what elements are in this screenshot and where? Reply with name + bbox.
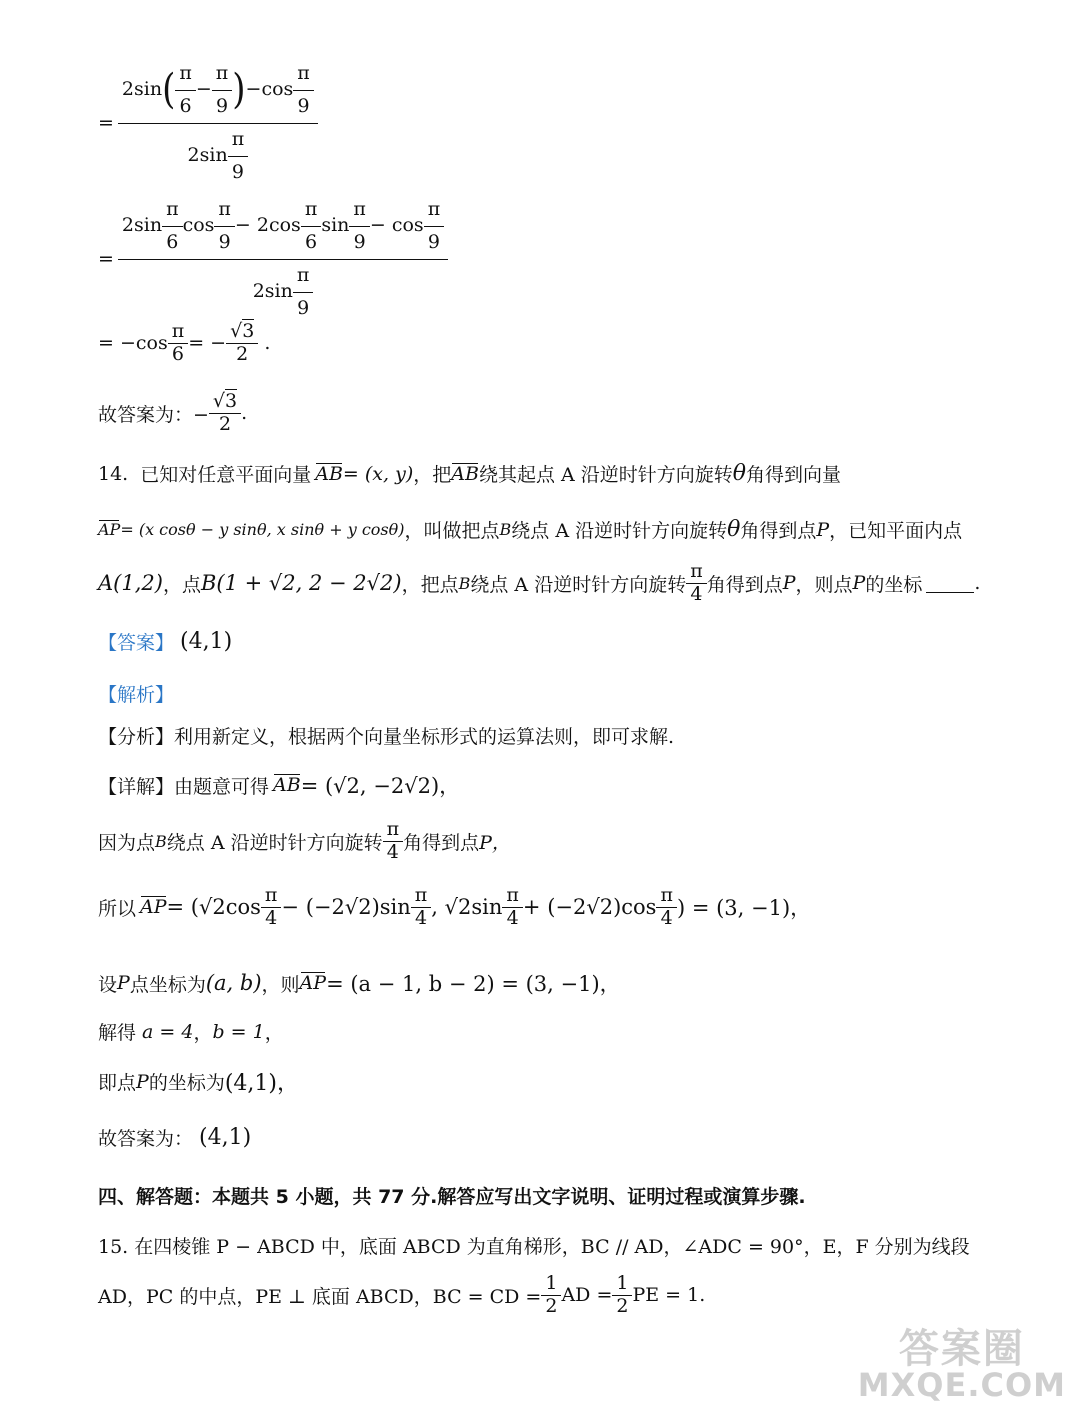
q14-math: P — [782, 572, 796, 595]
denominator: 9 — [293, 90, 314, 117]
numerator: 1 — [545, 1272, 558, 1294]
vector-ab: AB — [273, 774, 301, 796]
minus: − — [195, 78, 212, 101]
pi: π — [166, 198, 179, 220]
pi: π — [231, 127, 245, 150]
q14-math: P — [852, 572, 866, 595]
fraction — [211, 392, 239, 435]
equals-sign: = — [98, 112, 114, 135]
detail-text: 设 — [98, 973, 118, 996]
detail-math: P， — [479, 831, 511, 854]
q14-text: 的坐标 — [865, 573, 923, 596]
detail-math: = (√2, −2√2)， — [300, 774, 461, 798]
math-text: −cos — [245, 78, 294, 101]
q15-line-1 — [98, 1232, 970, 1259]
detail-math: a = 4 — [142, 1020, 194, 1043]
q14-text: ，则点 — [795, 573, 853, 596]
fraction — [216, 200, 233, 253]
math-text: 2sin — [121, 78, 163, 101]
section-heading — [98, 1182, 806, 1209]
fraction — [543, 1274, 559, 1317]
period: . — [258, 332, 271, 355]
detail-text: 因为点 — [98, 831, 156, 854]
period: . — [241, 402, 248, 425]
pi: π — [264, 884, 278, 906]
fraction — [120, 64, 316, 183]
denominator: 2 — [541, 1295, 561, 1317]
denominator: 9 — [424, 226, 445, 253]
detail-text: 解得 — [98, 1022, 137, 1044]
q15-text: AD，PC 的中点，PE ⊥ 底面 ABCD，BC = CD = — [98, 1285, 542, 1308]
q14-math: A(1,2) — [98, 571, 163, 596]
detail-text: 【详解】由题意可得 — [98, 775, 270, 798]
analysis-text: 【分析】利用新定义，根据两个向量坐标形式的运算法则，即可求解. — [98, 726, 675, 748]
q14-text: ，点 — [162, 573, 201, 596]
fraction — [228, 322, 256, 365]
math-text: 2sin — [121, 214, 163, 237]
detail-text: ， — [264, 1022, 284, 1044]
numerator: 1 — [616, 1272, 629, 1294]
q14-math: = (x, y) — [342, 462, 414, 485]
detail-text: 的坐标为 — [148, 1072, 225, 1094]
vector-ab: AB — [315, 462, 343, 485]
q14-math: B — [458, 573, 471, 593]
answer-text: 故答案为：− — [98, 403, 209, 426]
q14-text: 角得到点 — [740, 520, 817, 542]
detail-text: 即点 — [98, 1072, 137, 1094]
denominator: 4 — [502, 907, 523, 929]
vector-ab: AB — [451, 462, 479, 485]
paren: ( — [162, 66, 176, 115]
pi: π — [660, 884, 673, 906]
answer-line — [98, 392, 247, 435]
detail-math: , √2sin — [431, 895, 503, 920]
gu-row — [98, 1124, 251, 1151]
equation-step-1 — [98, 64, 318, 183]
q14-text: ，把点 — [401, 573, 459, 596]
fraction — [295, 64, 312, 117]
fraction — [214, 64, 231, 117]
period: . — [974, 572, 981, 595]
fraction — [658, 886, 675, 929]
pi: π — [179, 62, 192, 84]
analysis-tag: 【解析】 — [98, 684, 175, 706]
pi: π — [297, 62, 310, 84]
fraction — [351, 200, 368, 253]
theta: θ — [732, 461, 747, 486]
q15-line-2 — [98, 1274, 705, 1317]
q14-text: ，叫做把点 — [404, 520, 500, 542]
sqrt3: √3 — [212, 390, 238, 412]
math-text: = −cos — [98, 332, 168, 355]
fraction — [177, 64, 194, 117]
watermark-cn: 答案圈 — [898, 1326, 1025, 1372]
fraction — [385, 820, 402, 863]
detail-math: ) = (3, −1)， — [676, 896, 812, 921]
q14-math: B(1 + √2, 2 − 2√2) — [200, 571, 402, 596]
q14-text: 已知对任意平面向量 — [140, 464, 312, 486]
detail-text: 所以 — [98, 897, 137, 920]
fraction — [413, 886, 430, 929]
answer-tag: 【答案】 — [98, 632, 175, 654]
q14-text: 绕其起点 A 沿逆时针方向旋转 — [478, 464, 733, 486]
denominator: 4 — [383, 841, 404, 863]
suoyi-row — [98, 886, 811, 929]
q14-text: 绕点 A 沿逆时针方向旋转 — [511, 520, 728, 542]
denominator: 4 — [686, 583, 707, 605]
jiede-row — [98, 1018, 284, 1045]
fenxi-row — [98, 722, 674, 749]
math-text: 2sin — [187, 144, 228, 167]
q14-line-2 — [98, 516, 962, 543]
denominator: 2 — [209, 413, 241, 435]
answer-row — [98, 628, 232, 655]
detail-text: 绕点 A 沿逆时针方向旋转 — [166, 831, 383, 854]
q14-math: B — [499, 520, 512, 539]
denominator: 9 — [228, 156, 249, 183]
answer-blank — [926, 573, 974, 593]
watermark-logo — [857, 1326, 1066, 1404]
q14-math: = (x cosθ − y sinθ, x sinθ + y cosθ) — [120, 520, 405, 539]
detail-math: + (−2√2)cos — [522, 895, 657, 920]
q14-math: P — [816, 518, 830, 541]
fraction — [614, 1274, 630, 1317]
detail-math: − (−2√2)sin — [281, 895, 411, 920]
fraction — [170, 322, 187, 365]
equation-step-2 — [98, 200, 448, 319]
q14-text: 角得到点 — [706, 573, 783, 596]
detail-text: ， — [193, 1022, 213, 1044]
detail-math: = (a − 1, b − 2) = (3, −1)， — [326, 972, 621, 996]
detail-text: 角得到点 — [403, 831, 480, 854]
fraction — [263, 886, 280, 929]
fraction — [504, 886, 521, 929]
denominator: 4 — [656, 907, 677, 929]
detail-text: ，则 — [261, 973, 300, 996]
denominator: 6 — [301, 226, 322, 253]
equals-sign: = — [98, 248, 114, 271]
pi: π — [690, 560, 703, 582]
radicand: 3 — [242, 320, 255, 342]
pi: π — [414, 884, 428, 906]
pi: π — [506, 884, 519, 906]
detail-math: b = 1 — [212, 1020, 265, 1043]
q15-text: PE = 1. — [632, 1284, 706, 1307]
q14-text: ，把 — [413, 464, 452, 486]
detail-math: (4,1)， — [224, 1071, 299, 1096]
q14-line-3 — [98, 562, 980, 605]
pi: π — [427, 198, 441, 220]
equation-step-3 — [98, 322, 270, 365]
denominator: 6 — [175, 90, 196, 117]
math-text: − 2cos — [234, 214, 301, 237]
q15-text: AD = — [561, 1284, 613, 1307]
fraction — [426, 200, 443, 253]
math-text: = − — [188, 332, 227, 355]
she-row — [98, 968, 621, 998]
denominator: 4 — [261, 907, 282, 929]
question-number: 14. — [98, 462, 129, 485]
detail-math: = (√2cos — [166, 895, 261, 920]
denominator: 2 — [226, 343, 258, 365]
denominator: 4 — [411, 907, 432, 929]
pi: π — [386, 818, 400, 840]
detail-text: 点坐标为 — [129, 973, 206, 996]
detail-math: (a, b) — [205, 971, 262, 995]
denominator: 9 — [214, 226, 235, 253]
pi: π — [304, 198, 318, 220]
math-text: − cos — [369, 214, 424, 237]
fraction — [295, 263, 312, 319]
pi: π — [353, 198, 366, 220]
math-text: 2sin — [252, 280, 293, 303]
fraction — [120, 200, 446, 319]
q14-text: ，已知平面内点 — [829, 520, 963, 542]
jidian-row — [98, 1066, 299, 1097]
because-row — [98, 820, 511, 863]
detail-math: B — [155, 831, 167, 851]
math-text: cos — [182, 214, 215, 237]
pi: π — [218, 198, 231, 220]
section-title: 四、解答题：本题共 5 小题，共 77 分.解答应写出文字说明、证明过程或演算步骤. — [98, 1186, 806, 1208]
detail-text: 故答案为： — [98, 1128, 194, 1150]
denominator: 9 — [293, 292, 314, 319]
paren: ) — [232, 66, 246, 115]
theta: θ — [727, 517, 741, 542]
q14-line-1 — [98, 460, 841, 487]
analysis-row — [98, 680, 174, 707]
pi: π — [296, 263, 310, 286]
fraction — [164, 200, 181, 253]
fraction — [230, 127, 247, 183]
xiangjie-row — [98, 770, 460, 800]
math-text: sin — [321, 214, 350, 237]
detail-math: P — [117, 972, 130, 994]
q15-text: 15. 在四棱锥 P − ABCD 中，底面 ABCD 为直角梯形，BC // AD，∠ADC = 90°，E，F 分别为线段 — [98, 1236, 970, 1258]
fraction — [688, 562, 705, 605]
radicand: 3 — [225, 390, 238, 412]
detail-math: (4,1) — [199, 1125, 252, 1150]
denominator: 6 — [168, 343, 189, 365]
detail-math: P — [136, 1070, 149, 1093]
q14-text: 绕点 A 沿逆时针方向旋转 — [470, 573, 687, 596]
denominator: 2 — [612, 1295, 632, 1317]
denominator: 9 — [212, 90, 233, 117]
watermark-en: MXQE.COM — [857, 1366, 1066, 1404]
sqrt3: √3 — [230, 320, 255, 342]
pi: π — [171, 320, 185, 342]
pi: π — [215, 62, 229, 84]
vector-ap: AP — [98, 520, 121, 539]
answer-value: (4,1) — [180, 629, 233, 654]
denominator: 6 — [162, 226, 183, 253]
q14-text: 角得到向量 — [746, 464, 842, 486]
vector-ap: AP — [140, 896, 167, 919]
fraction — [303, 200, 320, 253]
denominator: 9 — [349, 226, 370, 253]
vector-ap: AP — [299, 972, 327, 994]
